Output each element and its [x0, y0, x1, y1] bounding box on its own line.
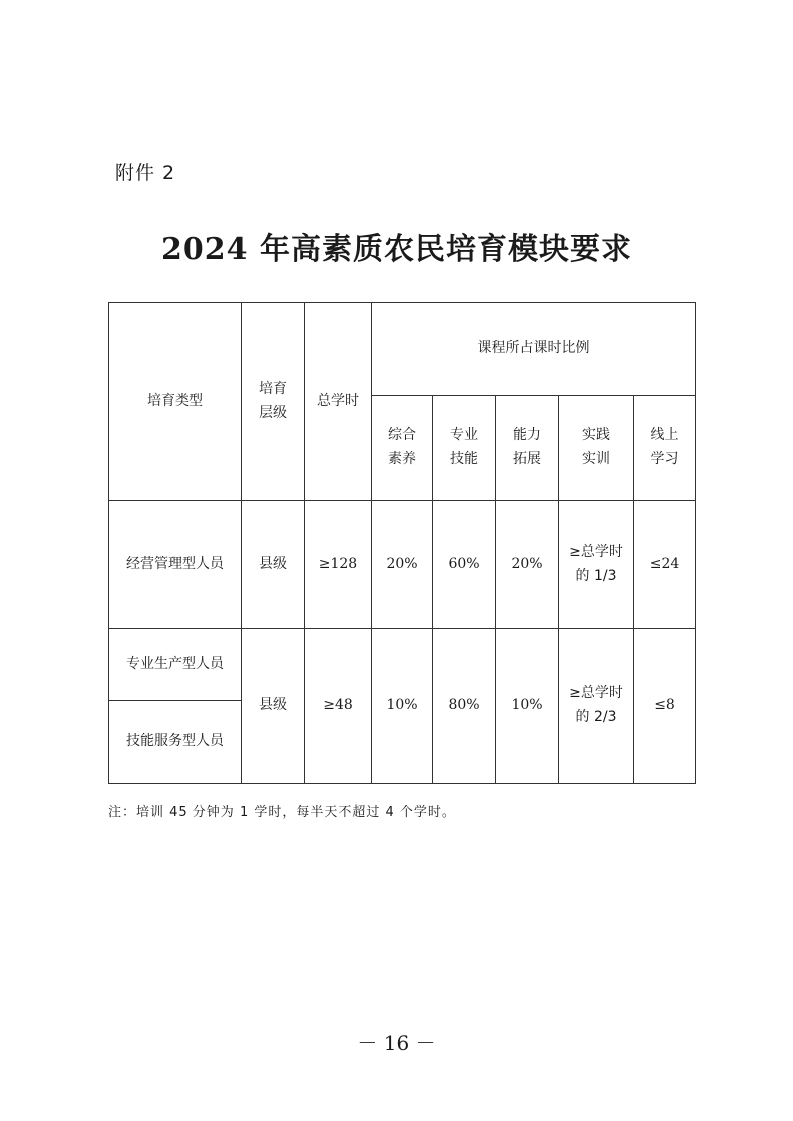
cell-ratio-comprehensive: 20%	[372, 501, 433, 629]
attachment-label: 附件 2	[115, 162, 176, 184]
table-row	[109, 629, 696, 701]
cell-ratio-comprehensive: 10%	[372, 629, 433, 784]
cell-ratio-professional: 60%	[433, 501, 496, 629]
training-module-table	[108, 302, 696, 784]
cell-training-level: 县级	[242, 629, 305, 784]
header-total-hours: 总学时	[305, 303, 372, 501]
header-training-type: 培育类型	[109, 303, 242, 501]
cell-training-level: 县级	[242, 501, 305, 629]
cell-ratio-ability: 10%	[496, 629, 559, 784]
table-header-row	[109, 303, 696, 396]
cell-training-type: 专业生产型人员	[109, 629, 242, 701]
header-ratio-online: 线上 学习	[634, 396, 696, 501]
cell-ratio-online: ≤24	[634, 501, 696, 629]
header-ratio-professional: 专业 技能	[433, 396, 496, 501]
page-number: － 16 －	[357, 1031, 436, 1055]
cell-ratio-online: ≤8	[634, 629, 696, 784]
table-row	[109, 501, 696, 629]
table-footnote: 注：培训 45 分钟为 1 学时，每半天不超过 4 个学时。	[108, 805, 456, 820]
cell-ratio-professional: 80%	[433, 629, 496, 784]
cell-total-hours: ≥48	[305, 629, 372, 784]
page-title: 2024 年高素质农民培育模块要求	[161, 232, 632, 267]
cell-ratio-ability: 20%	[496, 501, 559, 629]
cell-training-type: 技能服务型人员	[109, 701, 242, 784]
cell-training-type: 经营管理型人员	[109, 501, 242, 629]
cell-total-hours: ≥128	[305, 501, 372, 629]
header-course-ratio: 课程所占课时比例	[372, 303, 696, 396]
cell-ratio-practice: ≥总学时 的 1/3	[559, 501, 634, 629]
cell-ratio-practice: ≥总学时 的 2/3	[559, 629, 634, 784]
header-ratio-comprehensive: 综合 素养	[372, 396, 433, 501]
header-training-level: 培育 层级	[242, 303, 305, 501]
header-ratio-ability: 能力 拓展	[496, 396, 559, 501]
header-ratio-practice: 实践 实训	[559, 396, 634, 501]
